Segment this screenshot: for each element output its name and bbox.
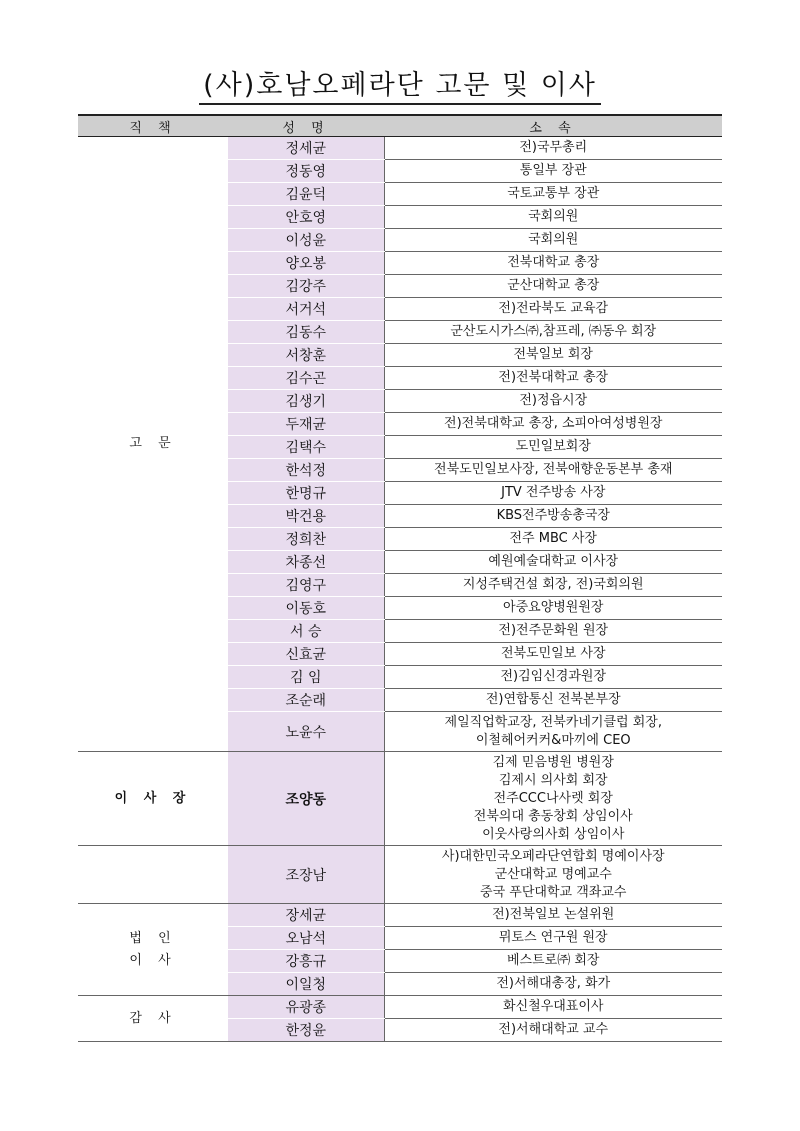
- member-name: 조순래: [228, 689, 384, 712]
- member-affiliation: [384, 183, 722, 206]
- affiliation-line: 군산대학교 총장: [507, 278, 600, 293]
- member-affiliation: [384, 689, 722, 712]
- member-name: 장세균: [228, 904, 384, 927]
- affiliation-line: JTV 전주방송 사장: [501, 485, 606, 500]
- member-name: 오남석: [228, 927, 384, 950]
- member-affiliation: [384, 973, 722, 996]
- member-affiliation: [384, 367, 722, 390]
- member-affiliation: [384, 996, 722, 1019]
- member-affiliation: [384, 1019, 722, 1042]
- member-name: 김윤덕: [228, 183, 384, 206]
- member-name: 이성윤: [228, 229, 384, 252]
- member-affiliation: [384, 666, 722, 689]
- member-name: 정세균: [228, 137, 384, 160]
- affiliation-line: 아중요양병원원장: [503, 600, 604, 615]
- members-table: [78, 114, 722, 1042]
- member-name: 김 임: [228, 666, 384, 689]
- affiliation-line: 베스트로㈜ 회장: [507, 953, 600, 968]
- member-name: 서창훈: [228, 344, 384, 367]
- member-affiliation: [384, 298, 722, 321]
- affiliation-line: 국회의원: [528, 209, 579, 224]
- member-name: 안호영: [228, 206, 384, 229]
- role-label: 이 사 장: [114, 790, 192, 806]
- affiliation-line: 예원예술대학교 이사장: [488, 554, 619, 569]
- member-affiliation: [384, 950, 722, 973]
- affiliation-line: 전북도민일보사장, 전북애향운동본부 총재: [434, 462, 673, 477]
- member-affiliation: [384, 252, 722, 275]
- table-row: [78, 752, 722, 846]
- member-affiliation: [384, 505, 722, 528]
- member-name: 정희찬: [228, 528, 384, 551]
- member-name: 조양동: [228, 752, 384, 846]
- affiliation-line: 국회의원: [528, 232, 579, 247]
- affiliation-line: 도민일보회장: [515, 439, 591, 454]
- member-name: 김택수: [228, 436, 384, 459]
- member-name: 조장남: [228, 846, 384, 904]
- member-affiliation: [384, 459, 722, 482]
- affiliation-line: 김제 믿음병원 병원장: [492, 754, 614, 770]
- role-cell: [78, 137, 228, 752]
- member-name: 양오봉: [228, 252, 384, 275]
- table-row: [78, 904, 722, 927]
- affiliation-line: 이웃사랑의사회 상임이사: [482, 826, 625, 842]
- affiliation-line: 전)정읍시장: [519, 393, 588, 408]
- affiliation-line: 김제시 의사회 회장: [498, 772, 608, 788]
- affiliation-line: 전)전북일보 논설위원: [492, 907, 615, 922]
- member-name: 김수곤: [228, 367, 384, 390]
- member-affiliation: [384, 712, 722, 752]
- affiliation-line: 중국 푸단대학교 객좌교수: [480, 884, 627, 900]
- member-affiliation: [384, 551, 722, 574]
- member-name: 김강주: [228, 275, 384, 298]
- affiliation-line: 제일직업학교장, 전북카네기클럽 회장,: [444, 714, 662, 730]
- affiliation-line: 전)전북대학교 총장: [498, 370, 609, 385]
- affiliation-line: 국토교통부 장관: [507, 186, 600, 201]
- affiliation-line: 전주CCC나사렛 회장: [493, 790, 613, 806]
- header-name: 성 명: [228, 115, 384, 137]
- header-affiliation: 소 속: [384, 115, 722, 137]
- member-name: 두재균: [228, 413, 384, 436]
- affiliation-line: 군산대학교 명예교수: [494, 866, 612, 882]
- member-affiliation: [384, 904, 722, 927]
- affiliation-line: 전주 MBC 사장: [509, 531, 597, 546]
- affiliation-line: 화신철우대표이사: [503, 999, 604, 1014]
- member-affiliation: [384, 390, 722, 413]
- page-title-wrap: [0, 70, 800, 110]
- member-affiliation: [384, 321, 722, 344]
- member-affiliation: [384, 620, 722, 643]
- member-name: 신효균: [228, 643, 384, 666]
- role-cell: [78, 996, 228, 1042]
- affiliation-line: 전북일보 회장: [513, 347, 593, 362]
- member-affiliation: [384, 413, 722, 436]
- affiliation-line: 전북도민일보 사장: [500, 646, 606, 661]
- role-cell: [78, 904, 228, 996]
- affiliation-line: 전)서해대학교 교수: [498, 1022, 609, 1037]
- member-name: 이일청: [228, 973, 384, 996]
- affiliation-line: 이철헤어커커&마끼에 CEO: [475, 732, 631, 748]
- role-cell: [78, 752, 228, 846]
- member-affiliation: [384, 137, 722, 160]
- member-name: 한석정: [228, 459, 384, 482]
- affiliation-line: 전북대학교 총장: [507, 255, 600, 270]
- member-name: 김생기: [228, 390, 384, 413]
- member-affiliation: [384, 482, 722, 505]
- member-affiliation: [384, 846, 722, 904]
- member-affiliation: [384, 574, 722, 597]
- member-affiliation: [384, 528, 722, 551]
- role-label: 이 사: [129, 952, 177, 968]
- role-label: 법 인: [129, 930, 177, 946]
- affiliation-line: 전)전북대학교 총장, 소피아여성병원장: [444, 416, 663, 431]
- affiliation-line: 전)연합통신 전북본부장: [485, 692, 621, 707]
- member-name: 한명규: [228, 482, 384, 505]
- member-name: 김동수: [228, 321, 384, 344]
- table-header-row: [78, 115, 722, 137]
- member-affiliation: [384, 229, 722, 252]
- table-row: [78, 137, 722, 160]
- member-name: 정동영: [228, 160, 384, 183]
- member-name: 이동호: [228, 597, 384, 620]
- affiliation-line: 사)대한민국오페라단연합회 명예이사장: [441, 848, 665, 864]
- table-row: [78, 846, 722, 904]
- table-row: [78, 996, 722, 1019]
- affiliation-line: 지성주택건설 회장, 전)국회의원: [462, 577, 644, 592]
- affiliation-line: KBS전주방송총국장: [496, 508, 610, 523]
- affiliation-line: 전)전라북도 교육감: [498, 301, 609, 316]
- affiliation-line: 군산도시가스㈜,참프레, ㈜동우 회장: [450, 324, 657, 339]
- member-name: 박건용: [228, 505, 384, 528]
- affiliation-line: 전)전주문화원 원장: [498, 623, 609, 638]
- table-body: [78, 137, 722, 1042]
- header-role: 직 책: [78, 115, 228, 137]
- affiliation-line: 전)국무총리: [519, 140, 588, 155]
- member-name: 차종선: [228, 551, 384, 574]
- member-affiliation: [384, 206, 722, 229]
- member-name: 서 승: [228, 620, 384, 643]
- member-affiliation: [384, 643, 722, 666]
- member-affiliation: [384, 597, 722, 620]
- member-affiliation: [384, 927, 722, 950]
- member-name: 유광종: [228, 996, 384, 1019]
- role-label: 감 사: [129, 1010, 177, 1026]
- member-affiliation: [384, 436, 722, 459]
- member-affiliation: [384, 275, 722, 298]
- affiliation-line: 전북의대 총동창회 상임이사: [473, 808, 633, 824]
- affiliation-line: 전)김임신경과원장: [500, 669, 607, 684]
- member-name: 강흥규: [228, 950, 384, 973]
- member-name: 서거석: [228, 298, 384, 321]
- role-label: 고 문: [129, 436, 177, 451]
- member-affiliation: [384, 160, 722, 183]
- member-affiliation: [384, 752, 722, 846]
- affiliation-line: 뮈토스 연구원 원장: [498, 930, 608, 945]
- affiliation-line: 전)서해대총장, 화가: [496, 976, 611, 991]
- affiliation-line: 통일부 장관: [519, 163, 587, 178]
- member-affiliation: [384, 344, 722, 367]
- role-cell: [78, 846, 228, 904]
- member-name: 김영구: [228, 574, 384, 597]
- page-title: (사)호남오페라단 고문 및 이사: [199, 70, 601, 105]
- member-name: 한정윤: [228, 1019, 384, 1042]
- member-name: 노윤수: [228, 712, 384, 752]
